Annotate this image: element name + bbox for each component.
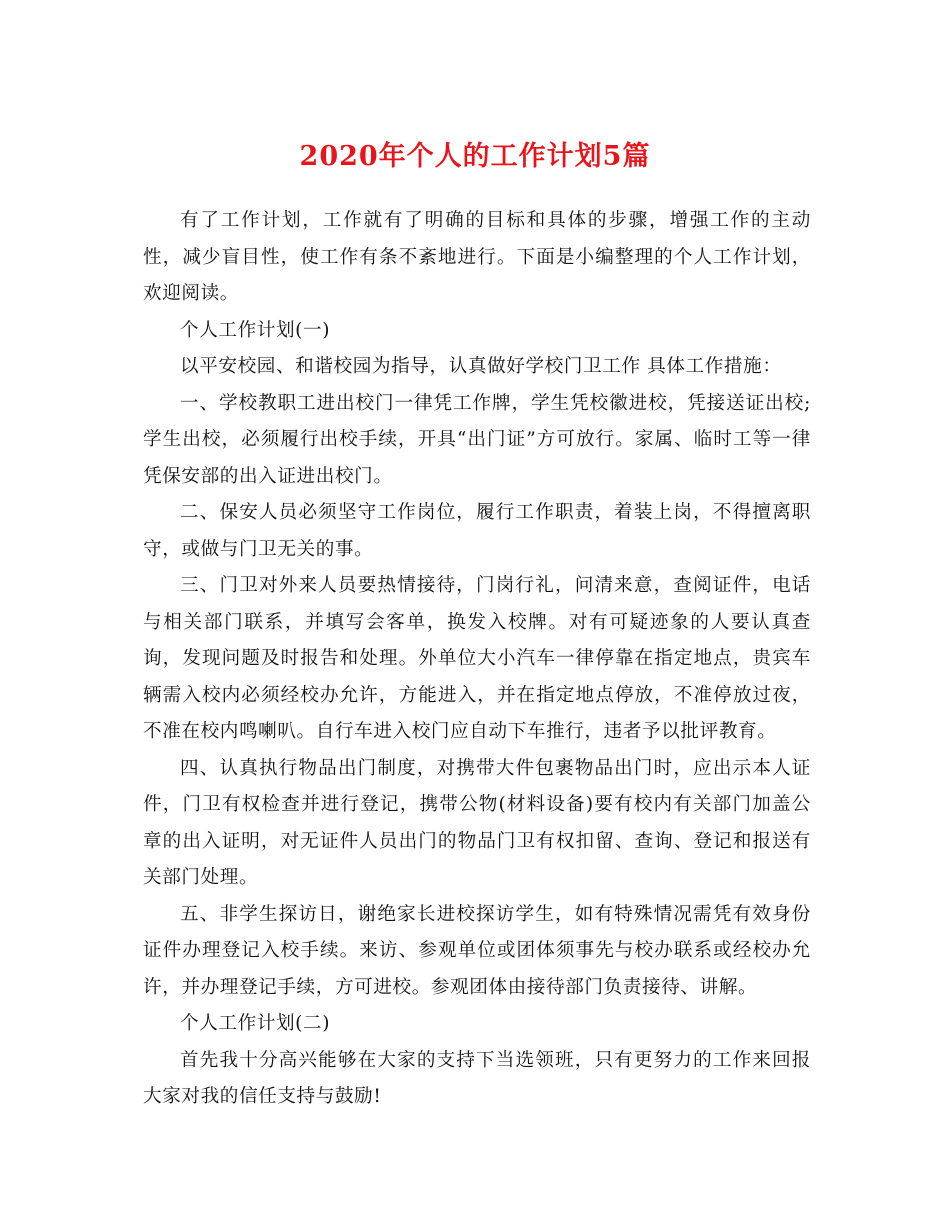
section-heading-plan-1: 个人工作计划(一) xyxy=(180,319,331,341)
paragraph-item-1: 一、学校教职工进出校门一律凭工作牌，学生凭校徽进校，凭接送证出校;学生出校，必须履行出校手续，开具“出门证”方可放行。家属、临时工等一律凭保安部的出入证进出校门。 xyxy=(143,392,811,487)
paragraph-intro: 有了工作计划，工作就有了明确的目标和具体的步骤，增强工作的主动性，减少盲目性，使工作有条不紊地进行。下面是小编整理的个人工作计划，欢迎阅读。 xyxy=(143,210,811,304)
paragraph-item-5: 五、非学生探访日，谢绝家长进校探访学生，如有特殊情况需凭有效身份证件办理登记入校手续。来访、参观单位或团体须事先与校办联系或经校办允许，并办理登记手续，方可进校。参观团体由接待部门负责接待、讲解。 xyxy=(143,903,811,998)
paragraph-item-4: 四、认真执行物品出门制度，对携带大件包裹物品出门时，应出示本人证件，门卫有权检查并进行登记，携带公物(材料设备)要有校内有关部门加盖公章的出入证明，对无证件人员出门的物品门卫有权扣留、查询、登记和报送有关部门处理。 xyxy=(143,757,811,888)
document-title: 2020年个人的工作计划5篇 xyxy=(299,141,651,172)
paragraph-item-2: 二、保安人员必须坚守工作岗位，履行工作职责，着装上岗，不得擅离职守，或做与门卫无关的事。 xyxy=(143,502,811,560)
section-heading-plan-2: 个人工作计划(二) xyxy=(180,1013,331,1034)
paragraph-item-3: 三、门卫对外来人员要热情接待，门岗行礼，问清来意，查阅证件，电话与相关部门联系，并填写会客单，换发入校牌。对有可疑迹象的人要认真查询，发现问题及时报告和处理。外单位大小汽车一律停靠在指定地点，贵宾车辆需入校内必须经校办允许，方能进入，并在指定地点停放，不准停放过夜，不准在校内鸣喇叭。自行车进入校门应自动下车推行，违者予以批评教育。 xyxy=(143,575,811,742)
paragraph-guideline: 以平安校园、和谐校园为指导，认真做好学校门卫工作 具体工作措施： xyxy=(180,356,782,377)
document-body xyxy=(143,203,811,1116)
paragraph-plan-2-intro: 首先我十分高兴能够在大家的支持下当选领班，只有更努力的工作来回报大家对我的信任支持与鼓励! xyxy=(143,1049,811,1107)
